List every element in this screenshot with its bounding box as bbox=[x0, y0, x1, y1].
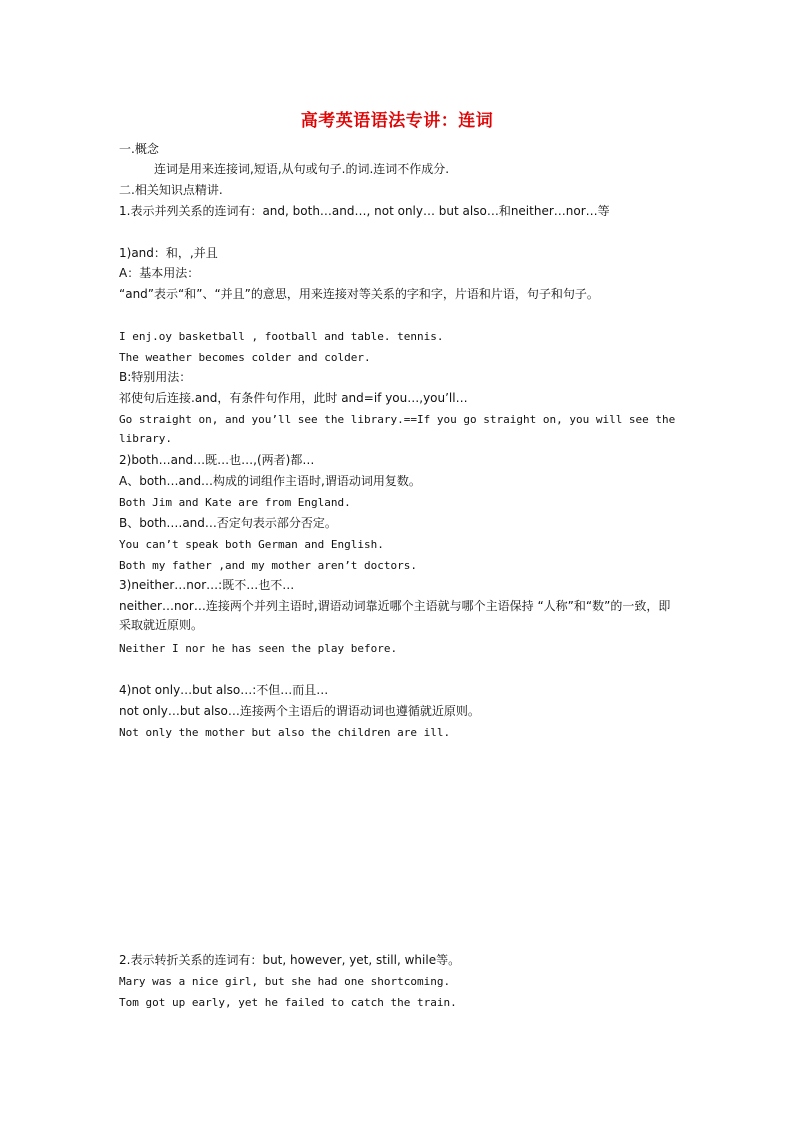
example-sentence: I enj.oy basketball , football and table. tennis. bbox=[119, 330, 444, 343]
example-sentence: Neither I nor he has seen the play before. bbox=[119, 642, 398, 655]
paragraph-not-only-rule: not only…but also…连接两个主语后的谓语动词也遵循就近原则。 bbox=[119, 704, 480, 718]
paragraph-both-and-negation: B、both.…and…否定句表示部分否定。 bbox=[119, 516, 337, 530]
subheading-both-and: 2)both…and…既…也…,(两者)都… bbox=[119, 453, 315, 467]
paragraph-adversative-conjunctions: 2.表示转折关系的连词有：but, however, yet, still, while等。 bbox=[119, 953, 461, 967]
example-sentence: Go straight on, and you’ll see the library.==If you go straight on, you will see the library. bbox=[119, 413, 676, 445]
label-basic-usage: A：基本用法： bbox=[119, 266, 200, 280]
paragraph-coordinating-conjunctions: 1.表示并列关系的连词有：and, both…and…, not only… but also…和neither…nor…等 bbox=[119, 204, 610, 218]
section-heading-knowledge: 二.相关知识点精讲. bbox=[119, 183, 223, 197]
example-sentence: Tom got up early, yet he failed to catch the train. bbox=[119, 996, 457, 1009]
example-sentence: Mary was a nice girl, but she had one shortcoming. bbox=[119, 975, 451, 988]
example-sentence: Both Jim and Kate are from England. bbox=[119, 496, 351, 509]
subheading-not-only-but-also: 4)not only…but also…:不但…而且… bbox=[119, 683, 329, 697]
paragraph-definition: 连词是用来连接词,短语,从句或句子.的词.连词不作成分. bbox=[154, 162, 450, 176]
document-title: 高考英语语法专讲：连词 bbox=[300, 111, 494, 131]
paragraph-and-meaning: “and”表示“和”、“并且”的意思，用来连接对等关系的字和字，片语和片语，句子和句子。 bbox=[119, 287, 599, 301]
example-sentence: You can’t speak both German and English. bbox=[119, 538, 384, 551]
subheading-and: 1)and：和，,并且 bbox=[119, 246, 218, 260]
label-special-usage: B:特别用法： bbox=[119, 370, 192, 384]
section-heading-concept: 一.概念 bbox=[119, 142, 159, 156]
example-sentence: Not only the mother but also the children are ill. bbox=[119, 726, 451, 739]
example-sentence: Both my father ,and my mother aren’t doctors. bbox=[119, 559, 418, 572]
example-sentence: The weather becomes colder and colder. bbox=[119, 351, 371, 364]
paragraph-neither-nor-rule: neither…nor…连接两个并列主语时,谓语动词靠近哪个主语就与哪个主语保持 “人称”和“数”的一致，即采取就近原则。 bbox=[119, 599, 671, 632]
paragraph-imperative-and: 祁使句后连接.and，有条件句作用，此时 and=if you…,you’ll… bbox=[119, 391, 468, 405]
paragraph-both-and-plural: A、both…and…构成的词组作主语时,谓语动词用复数。 bbox=[119, 474, 421, 488]
subheading-neither-nor: 3)neither…nor…:既不…也不… bbox=[119, 578, 295, 592]
